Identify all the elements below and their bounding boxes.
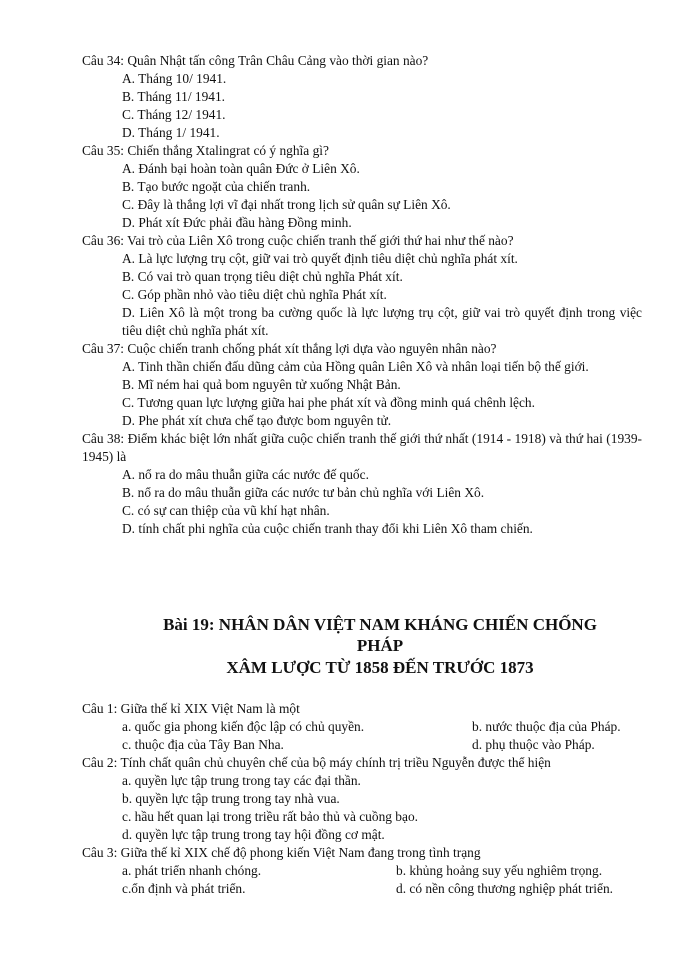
option-37c: C. Tương quan lực lượng giữa hai phe phát xít và đồng minh quá chênh lệch.: [122, 395, 535, 410]
option-34d: D. Tháng 1/ 1941.: [122, 125, 220, 140]
option-36d: D. Liên Xô là một trong ba cường quốc là lực lượng trụ cột, giữ vai trò quyết định trong việc tiêu diệt chủ nghĩa phát xít.: [122, 305, 642, 338]
question-35: Câu 35: Chiến thắng Xtalingrat có ý nghĩa gì?: [82, 143, 329, 158]
option-35b: B. Tạo bước ngoặt của chiến tranh.: [122, 179, 311, 194]
option-34a: A. Tháng 10/ 1941.: [122, 71, 227, 86]
question-38: Câu 38: Điểm khác biệt lớn nhất giữa cuộc chiến tranh thế giới thứ nhất (1914 - 1918) và thứ hai (1939-1945) là: [82, 431, 642, 464]
question-36: Câu 36: Vai trò của Liên Xô trong cuộc chiến tranh thế giới thứ hai như thế nào?: [82, 233, 514, 248]
lesson-option-2d: d. quyền lực tập trung trong tay hội đồng cơ mật.: [122, 827, 385, 842]
option-35c: C. Đây là thắng lợi vĩ đại nhất trong lịch sử quân sự Liên Xô.: [122, 197, 451, 212]
lesson-title-line3: XÂM LƯỢC TỪ 1858 ĐẾN TRƯỚC 1873: [226, 658, 534, 677]
lesson-question-3: Câu 3: Giữa thế kỉ XIX chế độ phong kiến Việt Nam đang trong tình trạng: [82, 845, 481, 860]
lesson-option-3d: d. có nền công thương nghiệp phát triển.: [396, 881, 614, 896]
option-36a: A. Là lực lượng trụ cột, giữ vai trò quyết định tiêu diệt chủ nghĩa phát xít.: [122, 251, 518, 266]
option-34c: C. Tháng 12/ 1941.: [122, 107, 226, 122]
option-36c: C. Góp phần nhỏ vào tiêu diệt chủ nghĩa Phát xít.: [122, 287, 387, 302]
option-36b: B. Có vai trò quan trọng tiêu diệt chủ nghĩa Phát xít.: [122, 269, 403, 284]
option-38c: C. có sự can thiệp của vũ khí hạt nhân.: [122, 503, 330, 518]
option-34b: B. Tháng 11/ 1941.: [122, 89, 226, 104]
option-37b: B. Mĩ ném hai quả bom nguyên tử xuống Nhật Bản.: [122, 377, 401, 392]
question-34: Câu 34: Quân Nhật tấn công Trân Châu Cảng vào thời gian nào?: [82, 53, 429, 68]
option-37d: D. Phe phát xít chưa chế tạo được bom nguyên tử.: [122, 413, 392, 428]
lesson-title-line2: PHÁP: [356, 636, 404, 655]
lesson-question-2: Câu 2: Tính chất quân chủ chuyên chế của bộ máy chính trị triều Nguyễn được thể hiện: [82, 755, 551, 770]
lesson-option-1a: a. quốc gia phong kiến độc lập có chủ quyền.: [122, 719, 365, 734]
lesson-option-2a: a. quyền lực tập trung trong tay các đại thần.: [122, 773, 361, 788]
lesson-option-1c: c. thuộc địa của Tây Ban Nha.: [122, 737, 284, 752]
option-35d: D. Phát xít Đức phải đầu hàng Đồng minh.: [122, 215, 352, 230]
option-35a: A. Đánh bại hoàn toàn quân Đức ở Liên Xô.: [122, 161, 360, 176]
option-38a: A. nổ ra do mâu thuẫn giữa các nước đế quốc.: [122, 467, 369, 482]
lesson-option-3b: b. khủng hoảng suy yếu nghiêm trọng.: [396, 863, 603, 878]
option-38b: B. nổ ra do mâu thuẫn giữa các nước tư bản chủ nghĩa với Liên Xô.: [122, 485, 485, 500]
lesson-option-1d: d. phụ thuộc vào Pháp.: [472, 737, 595, 752]
lesson-option-1b: b. nước thuộc địa của Pháp.: [472, 719, 621, 734]
lesson-title-line1: Bài 19: NHÂN DÂN VIỆT NAM KHÁNG CHIẾN CHỐNG: [163, 615, 597, 634]
question-37: Câu 37: Cuộc chiến tranh chống phát xít thắng lợi dựa vào nguyên nhân nào?: [82, 341, 497, 356]
lesson-question-1: Câu 1: Giữa thế kỉ XIX Việt Nam là một: [82, 701, 300, 716]
lesson-option-2c: c. hầu hết quan lại trong triều rất bảo thủ và cuồng bạo.: [122, 809, 418, 824]
lesson-option-2b: b. quyền lực tập trung trong tay nhà vua.: [122, 791, 340, 806]
lesson-option-3a: a. phát triển nhanh chóng.: [122, 863, 262, 878]
option-38d: D. tính chất phi nghĩa của cuộc chiến tranh thay đổi khi Liên Xô tham chiến.: [122, 521, 533, 536]
lesson-option-3c: c.ổn định và phát triển.: [122, 881, 246, 896]
option-37a: A. Tinh thần chiến đấu dũng cảm của Hồng quân Liên Xô và nhân loại tiến bộ thế giới.: [122, 359, 589, 374]
